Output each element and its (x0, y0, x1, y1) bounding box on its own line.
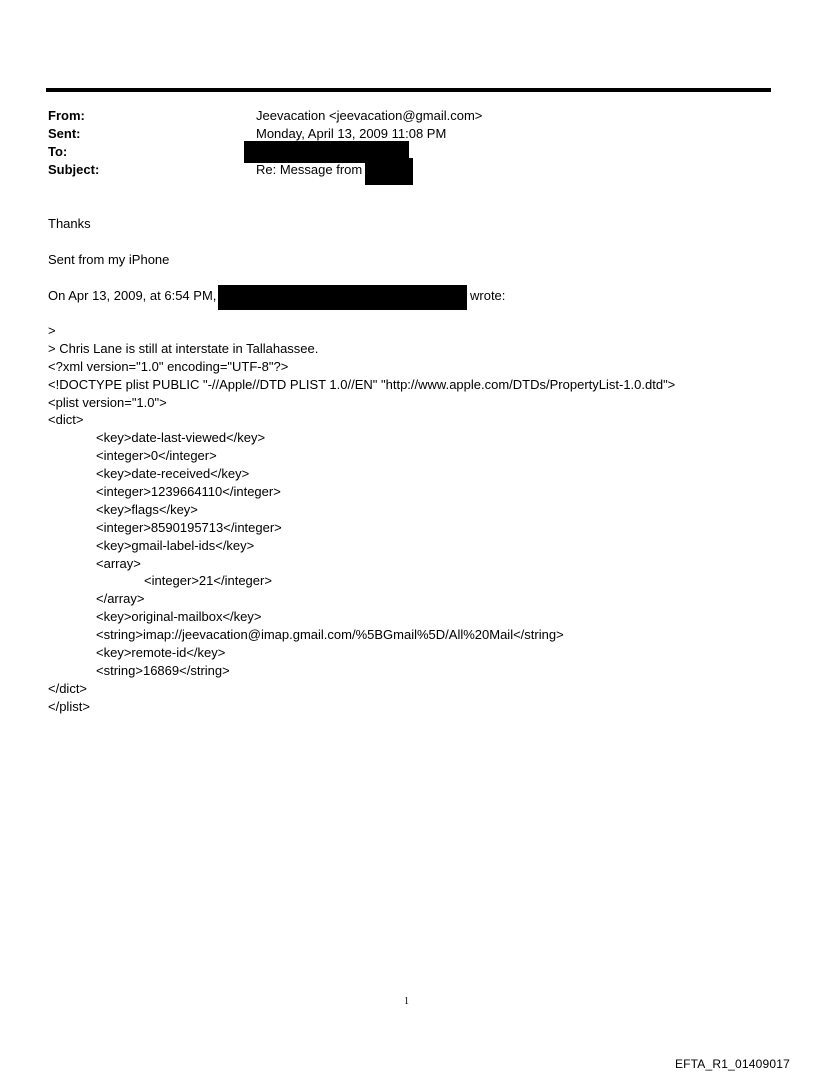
quoted-line: <string>16869</string> (96, 662, 230, 678)
quoted-line: <key>remote-id</key> (96, 645, 226, 661)
quoted-line: <integer>21</integer> (144, 573, 272, 589)
subject-redaction (365, 158, 413, 185)
quoted-line: <key>date-last-viewed</key> (96, 430, 266, 446)
quoted-line: > (48, 323, 56, 338)
body-signature: Sent from my iPhone (48, 252, 170, 267)
subject-label: Subject: (48, 162, 100, 177)
quote-intro-prefix: On Apr 13, 2009, at 6:54 PM, (48, 288, 217, 303)
quoted-line: <!DOCTYPE plist PUBLIC "-//Apple//DTD PLIST 1.0//EN" "http://www.apple.com/DTDs/PropertyList-1.0.dtd"> (48, 376, 676, 392)
sent-value: Monday, April 13, 2009 11:08 PM (256, 126, 447, 141)
to-label: To: (48, 144, 68, 159)
quoted-message (48, 322, 675, 716)
quoted-line: </array> (96, 591, 145, 607)
header-rule (46, 88, 771, 92)
quoted-line: <key>original-mailbox</key> (96, 609, 262, 625)
quote-author-redaction (218, 285, 467, 310)
quoted-line: <plist version="1.0"> (48, 394, 167, 410)
quoted-line: <integer>1239664110</integer> (96, 484, 281, 500)
quoted-line: <?xml version="1.0" encoding="UTF-8"?> (48, 358, 289, 374)
quoted-line: <string>imap://jeevacation@imap.gmail.com/%5BGmail%5D/All%20Mail</string> (96, 627, 564, 643)
quoted-line: > Chris Lane is still at interstate in Tallahassee. (48, 340, 319, 356)
quoted-line: <integer>8590195713</integer> (96, 519, 282, 535)
from-label: From: (48, 108, 85, 123)
quoted-line: <key>date-received</key> (96, 466, 250, 482)
sent-label: Sent: (48, 126, 81, 141)
quoted-line: </dict> (48, 680, 88, 696)
quote-intro-suffix: wrote: (470, 288, 506, 303)
from-value: Jeevacation <jeevacation@gmail.com> (256, 108, 483, 123)
quoted-line: </plist> (48, 698, 90, 714)
quoted-line: <integer>0</integer> (96, 448, 217, 464)
quoted-line: <dict> (48, 412, 84, 428)
quoted-line: <key>flags</key> (96, 501, 198, 517)
quoted-line: <array> (96, 555, 141, 571)
bates-number: EFTA_R1_01409017 (674, 1057, 790, 1071)
body-thanks: Thanks (48, 216, 91, 231)
quoted-line: <key>gmail-label-ids</key> (96, 537, 255, 553)
subject-value: Re: Message from (256, 162, 363, 177)
page-number: 1 (404, 996, 409, 1007)
